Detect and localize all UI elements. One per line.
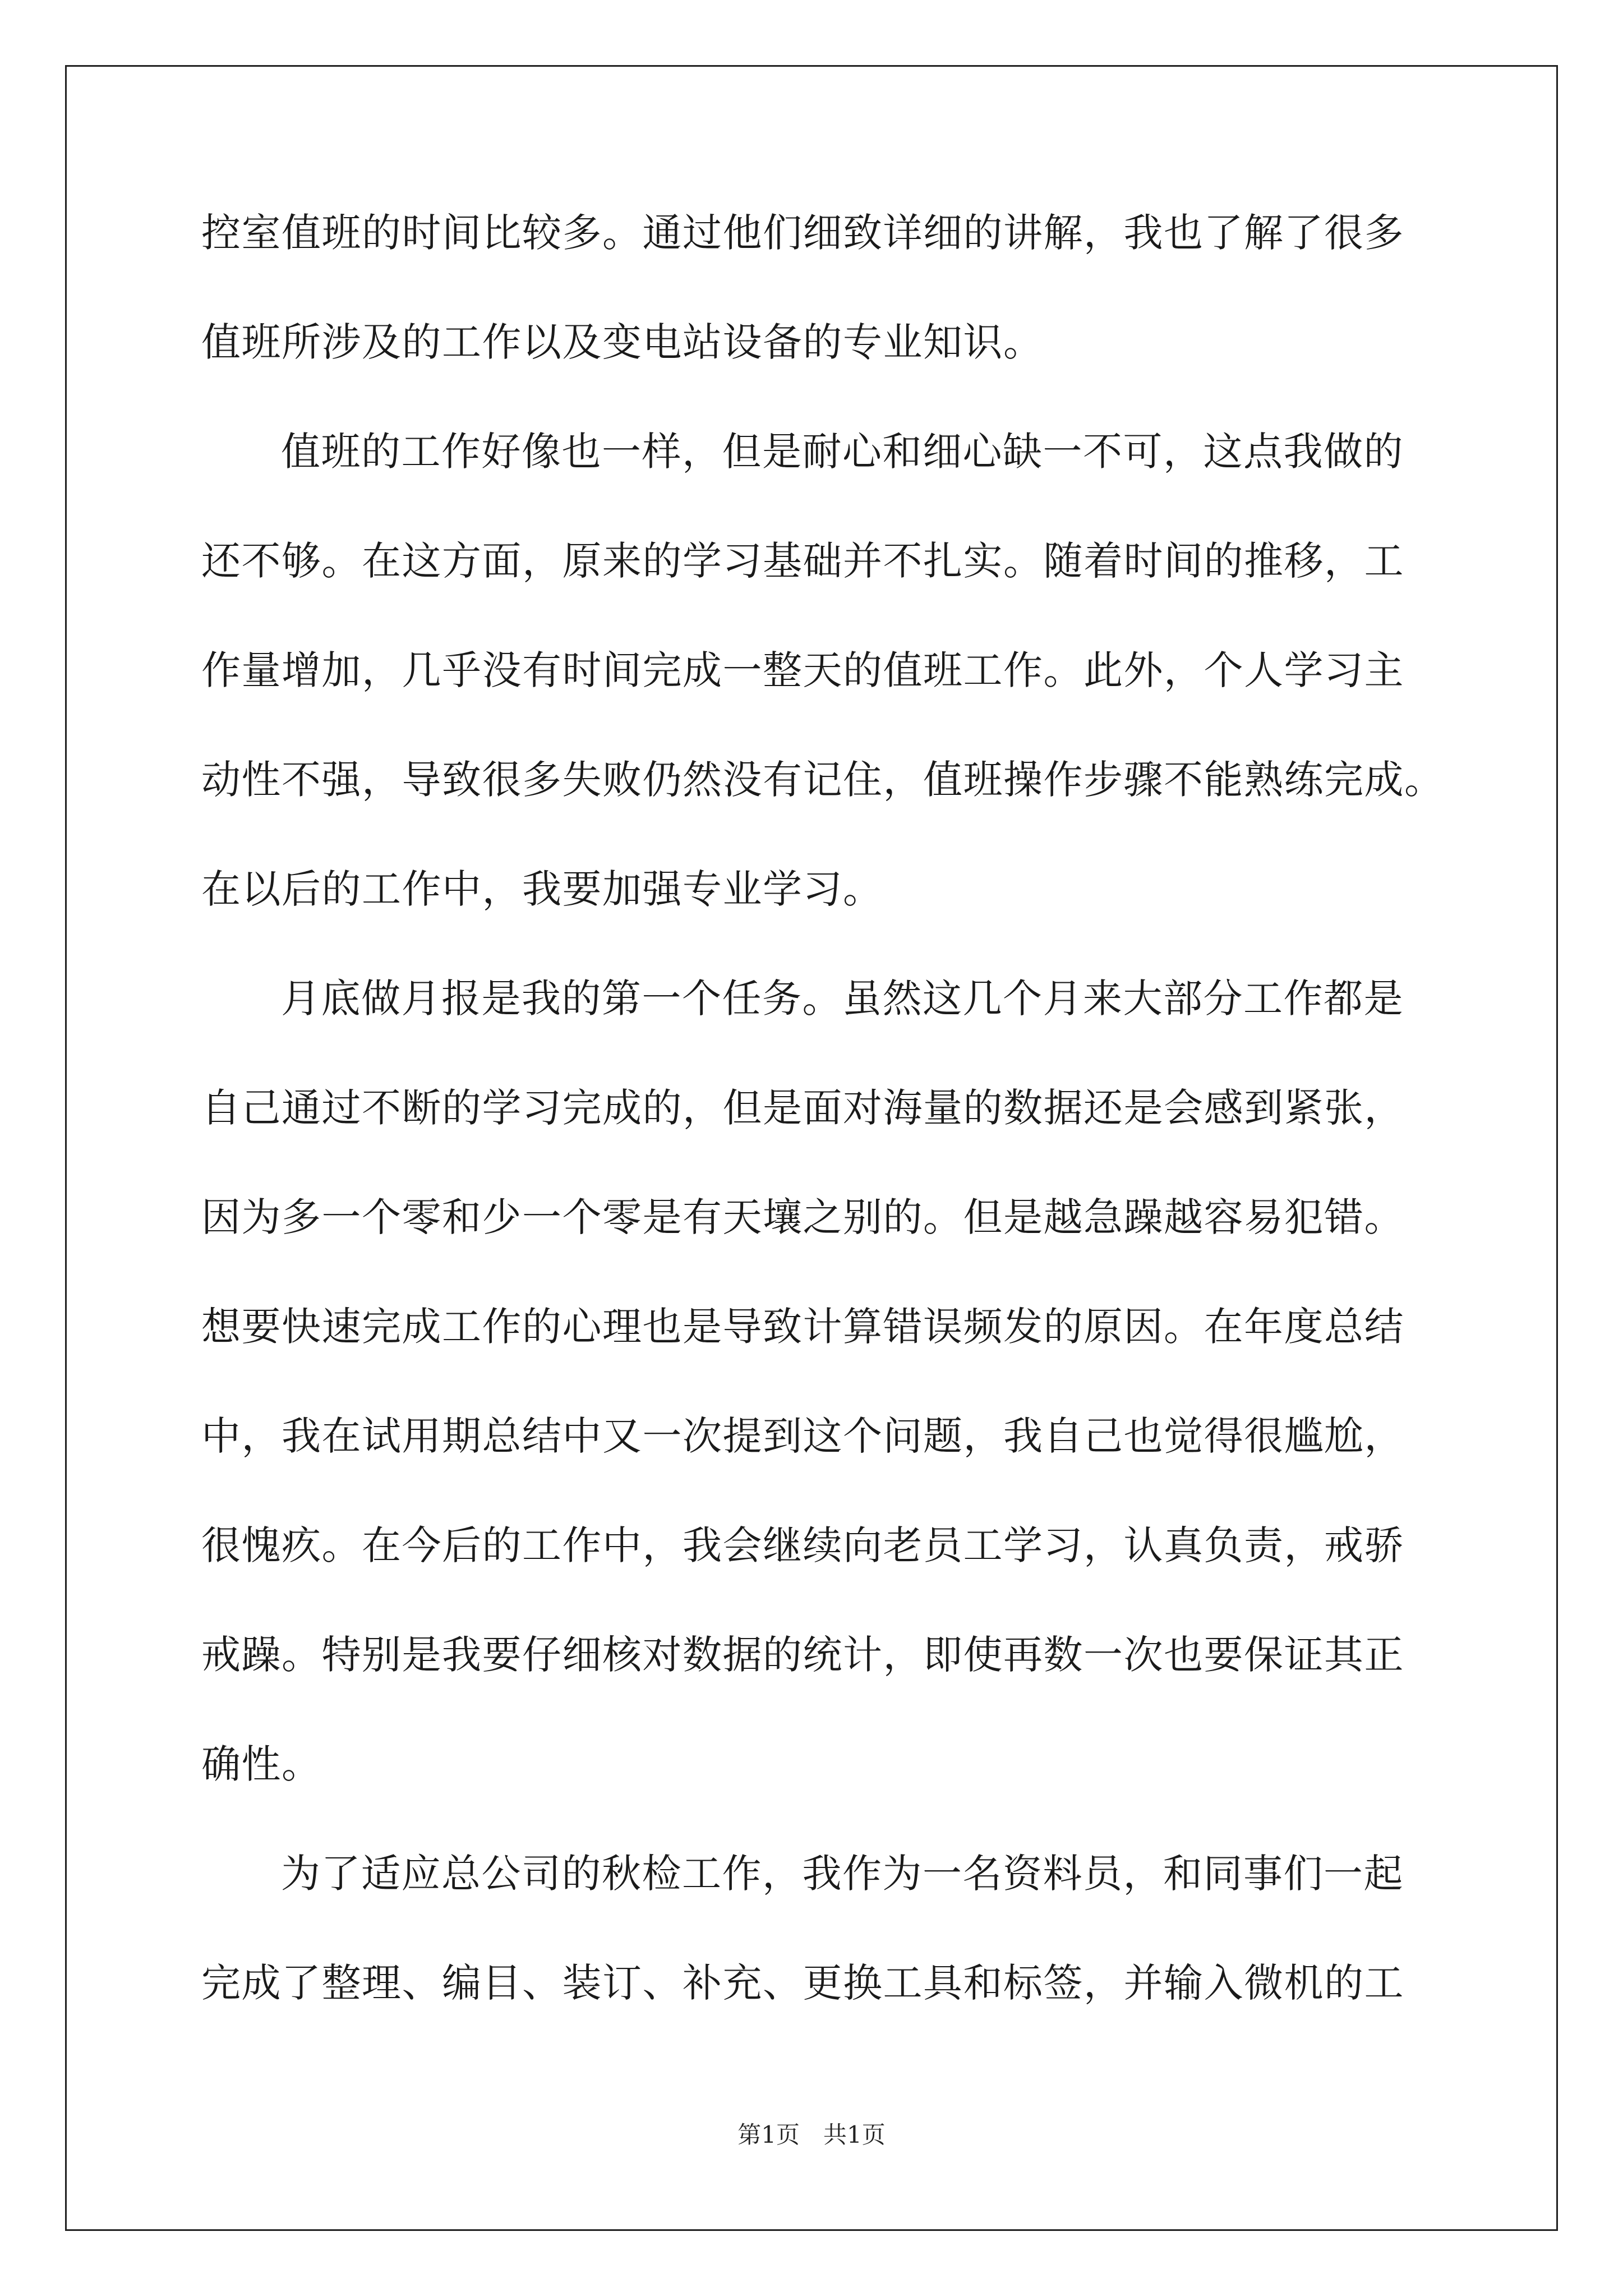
- text-line: 因为多一个零和少一个零是有天壤之别的。但是越急躁越容易犯错。: [201, 1194, 1404, 1240]
- text-line: 动性不强，导致很多失败仍然没有记住，值班操作步骤不能熟练完成。: [201, 757, 1445, 803]
- text-line: 完成了整理、编目、装订、补充、更换工具和标签，并输入微机的工: [201, 1960, 1404, 2006]
- text-line: 为了适应总公司的秋检工作，我作为一名资料员，和同事们一起: [281, 1851, 1404, 1897]
- text-line: 在以后的工作中，我要加强专业学习。: [201, 866, 883, 912]
- text-line: 确性。: [201, 1741, 322, 1787]
- text-line: 值班所涉及的工作以及变电站设备的专业知识。: [201, 319, 1044, 365]
- text-line: 自己通过不断的学习完成的，但是面对海量的数据还是会感到紧张，: [201, 1085, 1404, 1131]
- text-line: 中，我在试用期总结中又一次提到这个问题，我自己也觉得很尴尬，: [201, 1413, 1404, 1459]
- text-line: 还不够。在这方面，原来的学习基础并不扎实。随着时间的推移，工: [201, 538, 1404, 584]
- text-line: 控室值班的时间比较多。通过他们细致详细的讲解，我也了解了很多: [201, 210, 1404, 256]
- text-line: 月底做月报是我的第一个任务。虽然这几个月来大部分工作都是: [281, 976, 1404, 1022]
- text-line: 戒躁。特别是我要仔细核对数据的统计，即使再数一次也要保证其正: [201, 1632, 1404, 1678]
- document-body: [201, 210, 1445, 2073]
- text-line: 想要快速完成工作的心理也是导致计算错误频发的原因。在年度总结: [201, 1304, 1404, 1350]
- text-line: 很愧疚。在今后的工作中，我会继续向老员工学习，认真负责，戒骄: [201, 1522, 1404, 1568]
- text-line: 作量增加，几乎没有时间完成一整天的值班工作。此外，个人学习主: [201, 647, 1404, 693]
- text-line: 值班的工作好像也一样，但是耐心和细心缺一不可，这点我做的: [281, 429, 1404, 475]
- page-footer: 第1页 共1页: [737, 2121, 886, 2148]
